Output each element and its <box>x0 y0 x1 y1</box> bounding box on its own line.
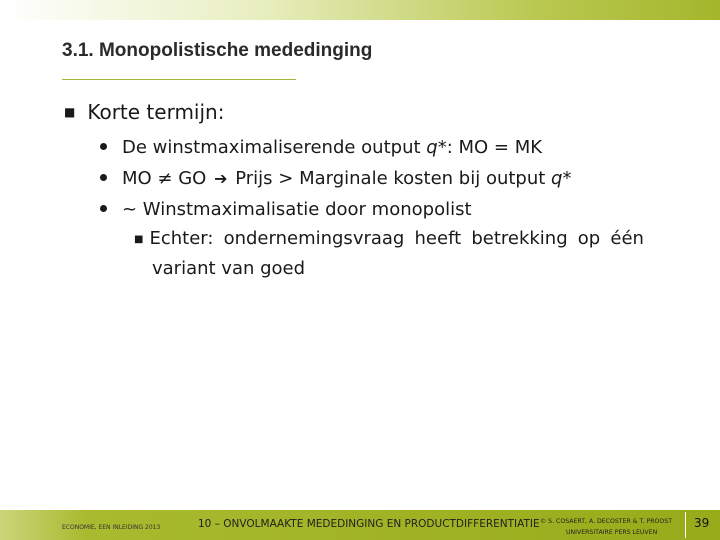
bullet-1-suffix: : MO = MK <box>446 137 543 158</box>
round-bullet-icon <box>100 143 107 150</box>
bullet-level2-1 <box>100 137 542 158</box>
word: betrekking <box>471 228 568 249</box>
bullet-level1-text: Korte termijn: <box>87 100 225 124</box>
page-number: 39 <box>694 516 710 530</box>
bullet-3-text: ~ Winstmaximalisatie door monopolist <box>122 199 472 220</box>
word: Echter: <box>149 228 214 249</box>
footer-chapter-title: 10 – ONVOLMAAKTE MEDEDINGING EN PRODUCTDIFFERENTIATIE <box>198 518 540 530</box>
footer-copyright: © S. COSAERT, A. DECOSTER & T. PROOST <box>540 518 673 525</box>
bullet-level1 <box>64 100 224 124</box>
right-arrow-icon: ➔ <box>214 169 228 188</box>
footer-course-title: ECONOMIE, EEN INLEIDING 2013 <box>62 524 161 531</box>
slide-title: 3.1. Monopolistische mededinging <box>62 40 373 61</box>
word: op <box>577 228 601 249</box>
word: één <box>610 228 644 249</box>
bullet-level3-line2: variant van goed <box>152 258 306 279</box>
square-bullet-icon: ■ <box>64 105 76 119</box>
round-bullet-icon <box>100 174 107 181</box>
bullet-2-suffix: Prijs > Marginale kosten bij output <box>235 168 552 189</box>
bullet-level2-2 <box>100 168 571 189</box>
word: ondernemingsvraag <box>223 228 405 249</box>
bullet-2-variable: q* <box>551 168 572 189</box>
bullet-level2-3 <box>100 199 472 220</box>
footer-publisher: UNIVERSITAIRE PERS LEUVEN <box>566 529 658 536</box>
top-accent-band <box>0 0 720 20</box>
word: heeft <box>414 228 462 249</box>
bullet-2-prefix: MO ≠ GO <box>122 168 207 189</box>
bullet-1-variable: q* <box>426 137 447 158</box>
round-bullet-icon <box>100 205 107 212</box>
title-underline <box>62 79 296 80</box>
bullet-1-prefix: De winstmaximaliserende output <box>122 137 427 158</box>
bullet-level3 <box>134 224 644 283</box>
bullet-level3-line1 <box>134 224 644 254</box>
square-bullet-icon: ■ <box>134 234 144 245</box>
footer-divider <box>685 512 686 538</box>
